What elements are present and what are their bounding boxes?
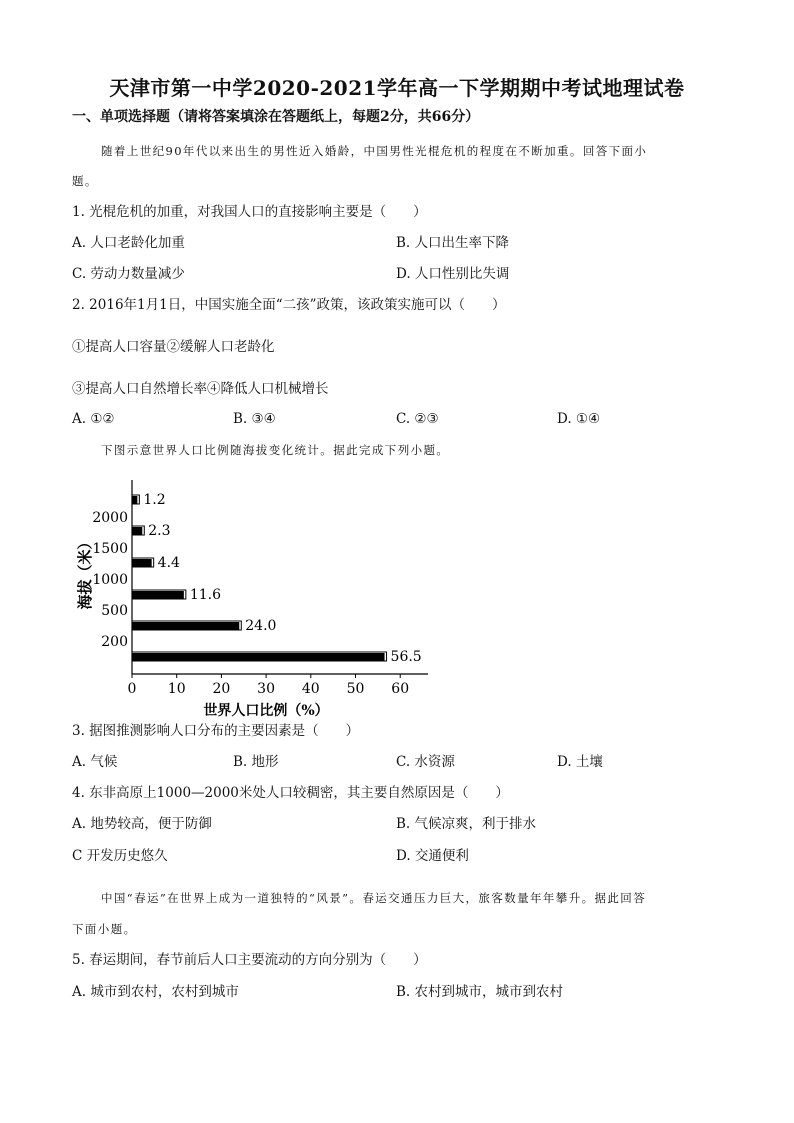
x-tick-label: 0 [127,681,137,697]
intro-text-3: 中国“春运”在世界上成为一道独特的“风景”。春运交通压力巨大，旅客数量年年攀升。据此回答 [101,891,647,905]
question-3-stem: 3. 据图推测影响人口分布的主要因素是（ ） [72,723,360,739]
question-4-option-b: B. 气候凉爽，利于排水 [396,816,537,832]
question-4-option-c: C 开发历史悠久 [72,848,168,864]
question-1-option-c: C. 劳动力数量减少 [72,266,185,282]
question-5-option-a: A. 城市到农村，农村到城市 [72,984,239,1000]
question-3-option-d: D. 土壤 [557,754,603,770]
intro-text-2: 下图示意世界人口比例随海拔变化统计。据此完成下列小题。 [101,443,450,457]
bar-value-label: 11.6 [189,587,222,603]
question-2-option-d: D. ①④ [557,411,601,427]
question-2-option-a: A. ①② [72,411,115,427]
question-4-stem: 4. 东非高原上1000—2000米处人口较稠密，其主要自然原因是（ ） [72,785,509,801]
x-tick-label: 60 [391,681,410,697]
bar [132,591,184,599]
question-3-option-a: A. 气候 [72,754,118,770]
bar [132,653,385,661]
x-tick-label: 50 [346,681,365,697]
question-2-stem: 2. 2016年1月1日，中国实施全面“二孩”政策，该政策实施可以（ ） [72,297,506,313]
intro-text-1-cont: 题。 [72,174,98,188]
bar [132,559,152,567]
question-1-option-b: B. 人口出生率下降 [396,235,510,251]
y-axis-title: 海拔（米） [76,534,94,610]
y-tick-label: 500 [101,603,128,619]
x-tick-label: 20 [212,681,231,697]
bar-value-label: 2.3 [148,523,171,539]
question-4-option-a: A. 地势较高，便于防御 [72,816,212,832]
bar [132,527,142,535]
question-3-option-b: B. 地形 [233,754,279,770]
question-2-option-c: C. ②③ [396,411,439,427]
question-1-option-d: D. 人口性别比失调 [396,266,510,282]
y-tick-label: 1000 [92,572,128,588]
bar-value-label: 24.0 [245,618,277,634]
bar-value-label: 4.4 [157,555,180,571]
x-tick-label: 10 [167,681,186,697]
bar-value-label: 1.2 [143,492,166,508]
question-3-option-c: C. 水资源 [396,754,455,770]
y-tick-label: 200 [101,634,128,650]
y-tick-label: 1500 [92,541,128,557]
altitude-population-chart [70,474,440,724]
question-2-statement-2: ③提高人口自然增长率④降低人口机械增长 [72,381,329,397]
question-5-option-b: B. 农村到城市，城市到农村 [396,984,564,1000]
question-1-option-a: A. 人口老龄化加重 [72,235,185,251]
question-4-option-d: D. 交通便利 [396,848,469,864]
question-2-option-b: B. ③④ [233,411,276,427]
question-2-statement-1: ①提高人口容量②缓解人口老龄化 [72,339,275,355]
intro-text-3-cont: 下面小题。 [72,922,137,936]
bar [132,622,239,630]
question-5-stem: 5. 春运期间，春节前后人口主要流动的方向分别为（ ） [72,952,427,968]
intro-text-1: 随着上世纪90年代以来出生的男性近入婚龄，中国男性光棍危机的程度在不断加重。回答下面小 [101,144,648,158]
section-heading: 一、单项选择题（请将答案填涂在答题纸上，每题2分，共66分） [72,109,480,125]
page-title: 天津市第一中学2020-2021学年高一下学期期中考试地理试卷 [109,76,685,100]
x-axis-title: 世界人口比例（%） [203,703,329,719]
y-tick-label: 2000 [92,510,128,526]
question-1-stem: 1. 光棍危机的加重，对我国人口的直接影响主要是（ ） [72,204,427,220]
bar [132,496,137,504]
bar-value-label: 56.5 [390,649,422,665]
x-tick-label: 40 [301,681,320,697]
x-tick-label: 30 [257,681,276,697]
